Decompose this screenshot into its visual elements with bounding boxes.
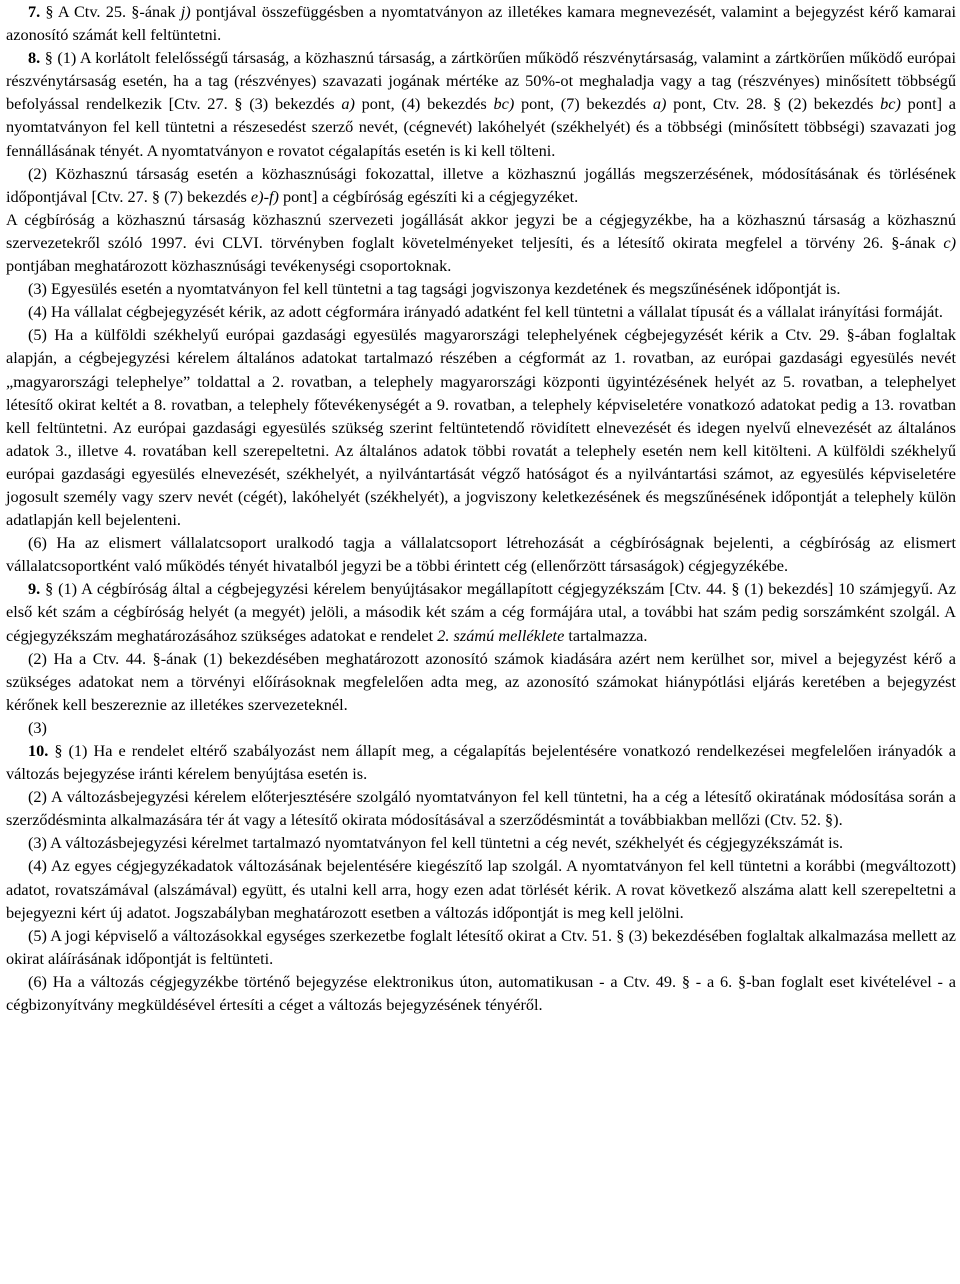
paragraph [6, 0, 956, 46]
paragraph-text: § (1) A cégbíróság által a cégbejegyzési kérelem benyújtásakor megállapított cégjegyzékszám [Ctv. 44. § (1) bekezdés] 10 számjegyű. Az első két szám a cégbíróság helyét (a megyét) jelöli, a második két szám a cég formájára utal, a további hat szám pedig sorszámként szolgál. A cégjegyzékszám meghatározásához szükséges adatokat e rendelet [6, 579, 956, 645]
paragraph [6, 647, 956, 716]
paragraph [6, 208, 956, 277]
paragraph [6, 300, 956, 323]
paragraph-text: (6) Ha az elismert vállalatcsoport uralkodó tagja a vállalatcsoport létrehozását a cégbíróságnak bejelenti, a cégbíróság az elismert vállalatcsoportként való működés tényét hivatalból jegyzi be a többi érintett cég (ellenőrzött társaságok) cégjegyzékébe. [6, 533, 956, 576]
italic-reference: bc) [493, 94, 515, 114]
paragraph-text: (4) Az egyes cégjegyzékadatok változásának bejelentésére kiegészítő lap szolgál. A nyomtatványon fel kell tüntetni a korábbi (megváltozott) adatot, rovatszámával (alszámával) együtt, és utalni kell arra, hogy ezen adat törlését kérik. A rovat következő alszáma alatt kell szerepeltetni a bejegyezni kért új adatot. Jogszabályban meghatározott esetben a változás időpontját is meg kell jelölni. [6, 856, 956, 922]
paragraph-text: pontjával összefüggésben a nyomtatványon az illetékes kamara megnevezését, valamint a bejegyzést kérő kamarai azonosító számát kell feltüntetni. [6, 2, 956, 45]
paragraph-text: pont, (7) bekezdés [514, 94, 653, 114]
paragraph-text: A cégbíróság a közhasznú társaság közhasznú szervezeti jogállását akkor jegyzi be a cégjegyzékbe, ha a közhasznú társaság a közhasznú szervezetekről szóló 1997. évi CLVI. törvényben foglalt követelményeket teljesíti, és a létesítő okirata megfelel a törvény 26. §-ának [6, 209, 956, 252]
paragraph [6, 577, 956, 646]
paragraph [6, 739, 956, 785]
paragraph [6, 970, 956, 1016]
paragraph-text: § (1) Ha e rendelet eltérő szabályozást nem állapít meg, a cégalapítás bejelentésére vonatkozó rendelkezései megfelelően irányadók a változás bejegyzése iránti kérelem benyújtása esetén is. [6, 741, 956, 784]
paragraph-text: § A Ctv. 25. §-ának [40, 2, 181, 21]
paragraph [6, 323, 956, 531]
paragraph-text: (3) A változásbejegyzési kérelmet tartalmazó nyomtatványon fel kell tüntetni a cég nevét, székhelyét és cégjegyzékszámát is. [28, 833, 844, 853]
italic-reference: c) [943, 232, 956, 252]
paragraph-text: pont, Ctv. 28. § (2) bekezdés [666, 94, 881, 114]
paragraph [6, 785, 956, 831]
paragraph-text: (5) A jogi képviselő a változásokkal egységes szerkezetbe foglalt létesítő okirat a Ctv. 51. § (3) bekezdésében foglaltak alkalmazása mellett az okirat aláírásának időpontját is feltünteti. [6, 925, 956, 968]
paragraph-text: (5) Ha a külföldi székhelyű európai gazdasági egyesülés magyarországi telephelyének cégbejegyzését kérik a Ctv. 29. §-ában foglaltak alapján, a cégbejegyzési kérelem általános adatokat tartalmazó részében a cégformát az 1. rovatban, az európai gazdasági egyesülés nevét „magyarországi telephelye” toldattal a 2. rovatban, a telephely magyarországi központi ügyintézésének helyét az 5. rovatban, a telephelyet létesítő okirat keltét a 8. rovatban, a telephely főtevékenységét a 9. rovatban, a telephely képviseletére vonatkozó adatokat pedig a 13. rovatban kell feltüntetni. Az európai gazdasági egyesülés szükség szerint feltüntetendő rövidített elnevezését és idegen nyelvű elnevezését az általános adatok 3., illetve 4. rovatában kell szerepeltetni. Az általános adatok többi rovatát a telephely esetén nem kell kitölteni. A külföldi székhelyű európai gazdasági egyesülés elnevezését, székhelyét, a nyilvántartását végző hatóságot és a nyilvántartási számot, az egyesülés képviseletére jogosult személy vagy szerv nevét (cégét), lakóhelyét (székhelyét), a jogviszony keletkezésének és megszűnésének időpontját a telephely külön adatlapján kell bejelenteni. [6, 325, 956, 530]
paragraph-text: § (1) A korlátolt felelősségű társaság, a közhasznú társaság, a zártkörűen működő részvénytársaság, valamint a zártkörűen működő európai részvénytársaság esetén, ha a tag (részvényes) szavazati jogának mértéke az 50%-ot meghaladja vagy a tag (részvényes) minősített többségű befolyással rendelkezik [Ctv. 27. § (3) bekezdés [6, 48, 956, 114]
paragraph-text: pont] a nyomtatványon fel kell tüntetni a részesedést szerző nevét, (cégnevét) lakóhelyét (székhelyét) és a többségi (minősített többségi) szavazati jog fennállásának tényét. A nyomtatványon e rovatot cégalapítás esetén is ki kell tölteni. [6, 94, 956, 160]
italic-reference: e)-f) [250, 186, 279, 206]
paragraph-text: (4) Ha vállalat cégbejegyzését kérik, az adott cégformára irányadó adatként fel kell tüntetni a vállalat típusát és a vállalat irányítási formáját. [28, 302, 943, 322]
paragraph [6, 831, 956, 854]
paragraph [6, 531, 956, 577]
paragraph [6, 854, 956, 923]
italic-reference: 2. számú melléklete [437, 625, 565, 645]
paragraph-text: (3) [28, 717, 47, 737]
paragraph [6, 924, 956, 970]
paragraph-text: (6) Ha a változás cégjegyzékbe történő bejegyzése elektronikus úton, automatikusan - a Ctv. 49. § - a 6. §-ban foglalt eset kivételével - a cégbizonyítvány megküldésével értesíti a céget a változás bejegyzésének tényéről. [6, 971, 956, 1015]
paragraph-text: (2) A változásbejegyzési kérelem előterjesztésére szolgáló nyomtatványon fel kell tüntetni, ha a cég a létesítő okiratának módosítása során a szerződésminta alkalmazására tér át vagy a létesítő okirata módosításával a szerződésmintát a továbbiakban mellőzi (Ctv. 52. §). [6, 787, 956, 830]
paragraph-text: tartalmazza. [564, 625, 648, 645]
italic-reference: a) [652, 94, 667, 114]
section-number: 8. [28, 48, 41, 68]
italic-reference: bc) [880, 94, 901, 114]
section-number: 10. [28, 741, 49, 760]
paragraph [6, 46, 956, 161]
paragraph [6, 277, 956, 300]
section-number: 9. [28, 579, 41, 599]
paragraph-text: pont, (4) bekezdés [354, 94, 494, 114]
paragraph-text: pontjában meghatározott közhasznúsági tevékenységi csoportoknak. [6, 256, 452, 276]
paragraph [6, 162, 956, 208]
paragraph-text: (2) Közhasznú társaság esetén a közhasznúsági fokozattal, illetve a közhasznú jogállás megszerzésének, módosításának és törlésének időpontjával [Ctv. 27. § (7) bekezdés [6, 163, 956, 206]
italic-reference: j) [180, 2, 191, 21]
section-number: 7. [28, 2, 41, 21]
italic-reference: a) [341, 94, 355, 114]
paragraph [6, 716, 956, 739]
paragraph-text: (2) Ha a Ctv. 44. §-ának (1) bekezdésében meghatározott azonosító számok kiadására azért nem kerülhet sor, mivel a bejegyzést kérő a szükséges adatokat nem a törvényi előírásoknak megfelelően adta meg, az azonosító számokat hiánypótlási eljárás keretében a bejegyzést kérőnek kell beszereznie az illetékes szervezeteknél. [6, 648, 956, 714]
paragraph-text: (3) Egyesülés esetén a nyomtatványon fel kell tüntetni a tag tagsági jogviszonya kezdetének és megszűnésének időpontját is. [28, 279, 841, 299]
paragraph-text: pont] a cégbíróság egészíti ki a cégjegyzéket. [278, 186, 579, 206]
